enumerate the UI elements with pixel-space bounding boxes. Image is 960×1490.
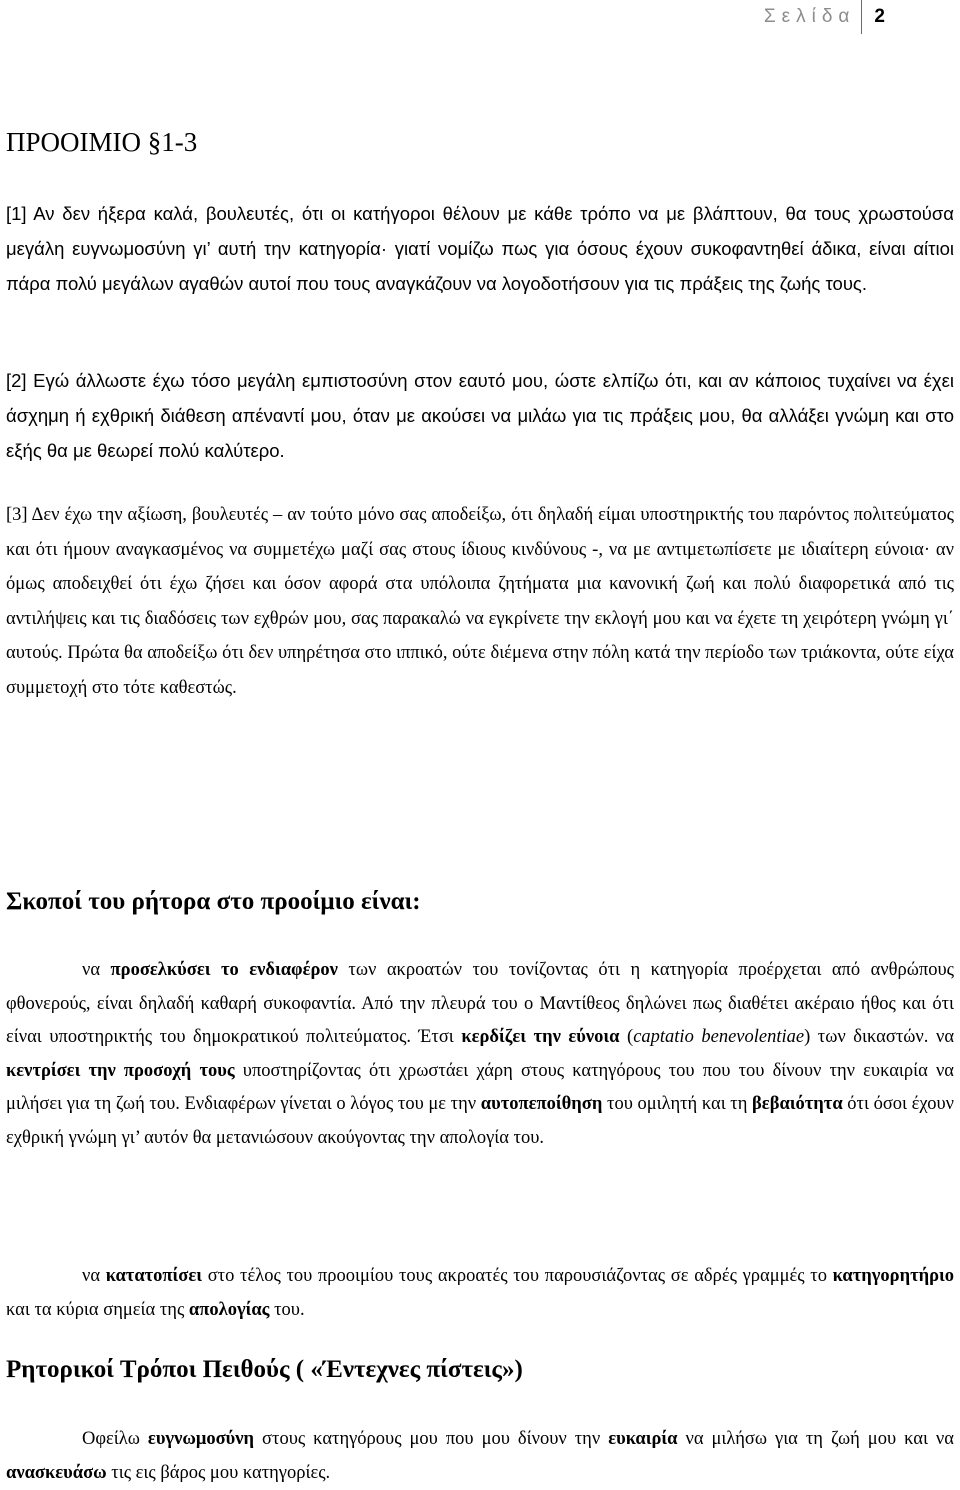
page-number: 2 xyxy=(874,6,885,27)
goals1-text-5: υποστηρίζοντας ότι χρωστάει χάρη στους κατηγόρους του που του δίνουν την ευκαιρία να μιλήσει για τη ζωή του. Ενδιαφέρων γίνεται ο λόγος του με την xyxy=(6,1060,955,1114)
goals1-bold-2: κερδίζει την εύνοια xyxy=(461,1027,620,1047)
heading-goals: Σκοποί του ρήτορα στο προοίμιο είναι: xyxy=(6,888,421,915)
goals2-text-1: να xyxy=(82,1266,106,1286)
rhetoric-text-3: να μιλήσω για τη ζωή μου και να xyxy=(677,1429,954,1449)
rhetoric-text-4: τις εις βάρος μου κατηγορίες. xyxy=(106,1462,331,1483)
rhetoric-text-2: στους κατηγόρους μου που μου δίνουν την xyxy=(254,1429,609,1449)
paragraph-2: [2] Εγώ άλλωστε έχω τόσο μεγάλη εμπιστοσύνη στον εαυτό μου, ώστε ελπίζω ότι, και αν κάποιος τυχαίνει να έχει άσχημη ή εχθρική διάθεση απέναντί μου, όταν με ακούσει να μιλάω για τις πράξεις μου, θα αλλάξει γνώμη και στο εξής θα με θεωρεί πολύ καλύτερο. xyxy=(6,370,954,461)
goals2-bold-1: κατατοπίσει xyxy=(105,1266,203,1286)
rhetoric-bold-1: ευγνωμοσύνη xyxy=(147,1429,255,1449)
goals2-text-2: στο τέλος του προοιμίου τους ακροατές του παρουσιάζοντας σε αδρές γραμμές το xyxy=(202,1266,833,1286)
header-divider xyxy=(861,0,862,34)
goals2-bold-3: απολογίας xyxy=(188,1299,270,1320)
goals1-text-7: ότι όσοι έχουν εχθρική γνώμη γι’ αυτόν θα μετανιώσουν ακούγοντας την απολογία του. xyxy=(6,1094,954,1148)
goals2-bold-2: κατηγορητήριο xyxy=(832,1266,954,1286)
goals-block-2 xyxy=(6,1260,954,1327)
goals1-bold-1: προσελκύσει το ενδιαφέρον xyxy=(110,960,338,980)
goals1-bold-4: αυτοπεποίθηση xyxy=(480,1094,603,1114)
page-header xyxy=(764,0,885,34)
goals1-bold-5: βεβαιότητα xyxy=(752,1094,843,1114)
goals-block-1 xyxy=(6,954,954,1155)
goals1-italic-1: captatio benevolentiae xyxy=(633,1027,805,1047)
goals2-text-4: του. xyxy=(269,1299,305,1320)
rhetoric-bold-2: ευκαιρία xyxy=(608,1429,678,1449)
goals1-text-4: ) των δικαστών. να xyxy=(804,1027,955,1047)
rhetoric-block xyxy=(6,1423,954,1490)
page-label: Σελίδα xyxy=(763,6,856,27)
goals1-text-6: του ομιλητή και τη xyxy=(602,1094,753,1114)
rhetoric-bold-3: ανασκευάσω xyxy=(6,1462,107,1483)
goals1-text-2: των ακροατών του τονίζοντας ότι η κατηγορία προέρχεται από ανθρώπους φθονερούς, είναι δηλαδή καθαρή συκοφαντία. Από την πλευρά του ο Μαντίθεος δηλώνει πως διαθέτει ακέραιο ήθος και ότι είναι υποστηρικτής του δημοκρατικού πολιτεύματος. Έτσι xyxy=(6,960,954,1047)
rhetoric-text-1: Οφείλω xyxy=(82,1429,148,1449)
goals1-bold-3: κεντρίσει την προσοχή τους xyxy=(6,1060,235,1081)
goals1-text-1: να xyxy=(82,960,111,980)
goals2-text-3: και τα κύρια σημεία της xyxy=(6,1299,189,1320)
goals1-text-3: ( xyxy=(619,1027,634,1047)
paragraph-3: [3] Δεν έχω την αξίωση, βουλευτές – αν τούτο μόνο σας αποδείξω, ότι δηλαδή είμαι υποστηρικτής του παρόντος πολιτεύματος και ότι ήμουν αναγκασμένος να συμμετέχω μαζί σας στους ίδιους κινδύνους -, να με αντιμετωπίσετε με ιδιαίτερη εύνοια· αν όμως αποδειχθεί ότι έχω ζήσει και όσον αφορά στα υπόλοιπα ζητήματα μια κανονική ζωή και πολύ διαφορετικά από τις αντιλήψεις και τις διαδόσεις των εχθρών μου, σας παρακαλώ να εγκρίνετε την εκλογή μου και να έχετε τη χειρότερη γνώμη γι΄ αυτούς. Πρώτα θα αποδείξω ότι δεν υπηρέτησα στο ιππικό, ούτε διέμενα στην πόλη κατά την περίοδο των τριάκοντα, ούτε είχα συμμετοχή στο τότε καθεστώς. xyxy=(6,505,954,698)
paragraph-1: [1] Αν δεν ήξερα καλά, βουλευτές, ότι οι κατήγοροι θέλουν με κάθε τρόπο να με βλάπτουν, θα τους χρωστούσα μεγάλη ευγνωμοσύνη γι’ αυτή την κατηγορία· γιατί νομίζω πως για όσους έχουν συκοφαντηθεί άδικα, είναι αίτιοι πάρα πολύ μεγάλων αγαθών αυτοί που τους αναγκάζουν να λογοδοτήσουν για τις πράξεις της ζωής τους. xyxy=(6,203,954,294)
section-title: ΠΡΟΟΙΜΙΟ §1-3 xyxy=(6,127,198,157)
heading-rhetoric: Ρητορικοί Τρόποι Πειθούς ( «Έντεχνες πίστεις») xyxy=(6,1356,523,1383)
